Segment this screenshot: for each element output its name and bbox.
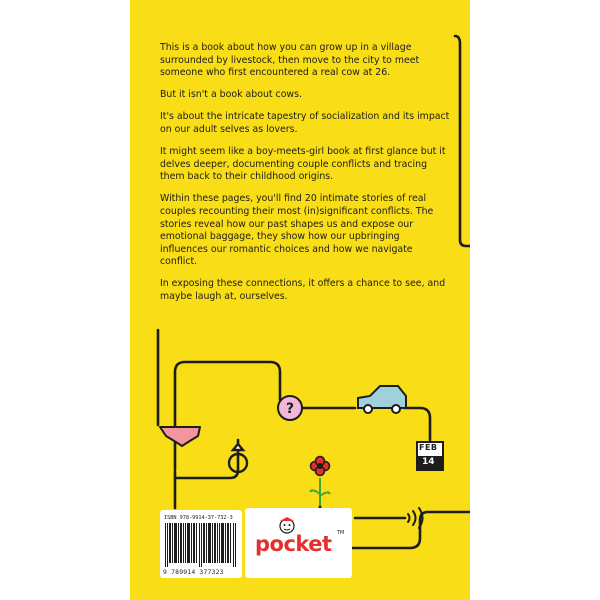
blurb-paragraph: But it isn't a book about cows. — [160, 89, 302, 101]
blurb-paragraph: Within these pages, you'll find 20 intimate stories of real couples recounting their most (in)significant conflicts. The stories reveal how our past shapes us and expose our emotional baggage, they show how our upbringing influences our romantic choices and how we navigate conflict. — [160, 193, 434, 268]
blurb-paragraph: In exposing these connections, it offers a chance to see, and maybe laugh at, ourselves. — [160, 278, 446, 302]
barcode-digits: 9 789914 377323 — [163, 568, 224, 576]
blurb-paragraph: This is a book about how you can grow up in a village surrounded by livestock, then move to the city to meet someone who first encountered a real cow at 26. — [160, 42, 420, 79]
question-mark-text: ? — [285, 401, 295, 417]
blurb-paragraph: It might seem like a boy-meets-girl book at first glance but it delves deeper, documenting couple conflicts and tracing them back to their childhood origins. — [160, 146, 446, 183]
curve-line — [175, 362, 355, 470]
blurb-text — [160, 42, 450, 313]
barcode-icon — [165, 523, 237, 567]
trademark-mark: TM — [337, 530, 345, 536]
publisher-logo-box — [245, 508, 352, 578]
isbn-label: ISBN 978-9914-37-732-3 — [164, 515, 233, 521]
car-icon — [358, 386, 406, 413]
flower-icon — [310, 457, 330, 507]
book-back-cover — [130, 0, 470, 600]
ring-branch-line — [175, 440, 238, 478]
publisher-logo: pocket — [255, 532, 332, 556]
car-road-line — [405, 408, 430, 440]
barcode-box — [160, 510, 242, 578]
calendar-day: 14 — [422, 457, 435, 467]
calendar-month: FEB — [419, 443, 438, 452]
bracket-line — [455, 36, 470, 246]
question-icon — [278, 396, 302, 420]
underwear-icon — [160, 427, 200, 446]
blurb-paragraph: It's about the intricate tapestry of socialization and its impact on our adult selves as lovers. — [160, 111, 450, 135]
